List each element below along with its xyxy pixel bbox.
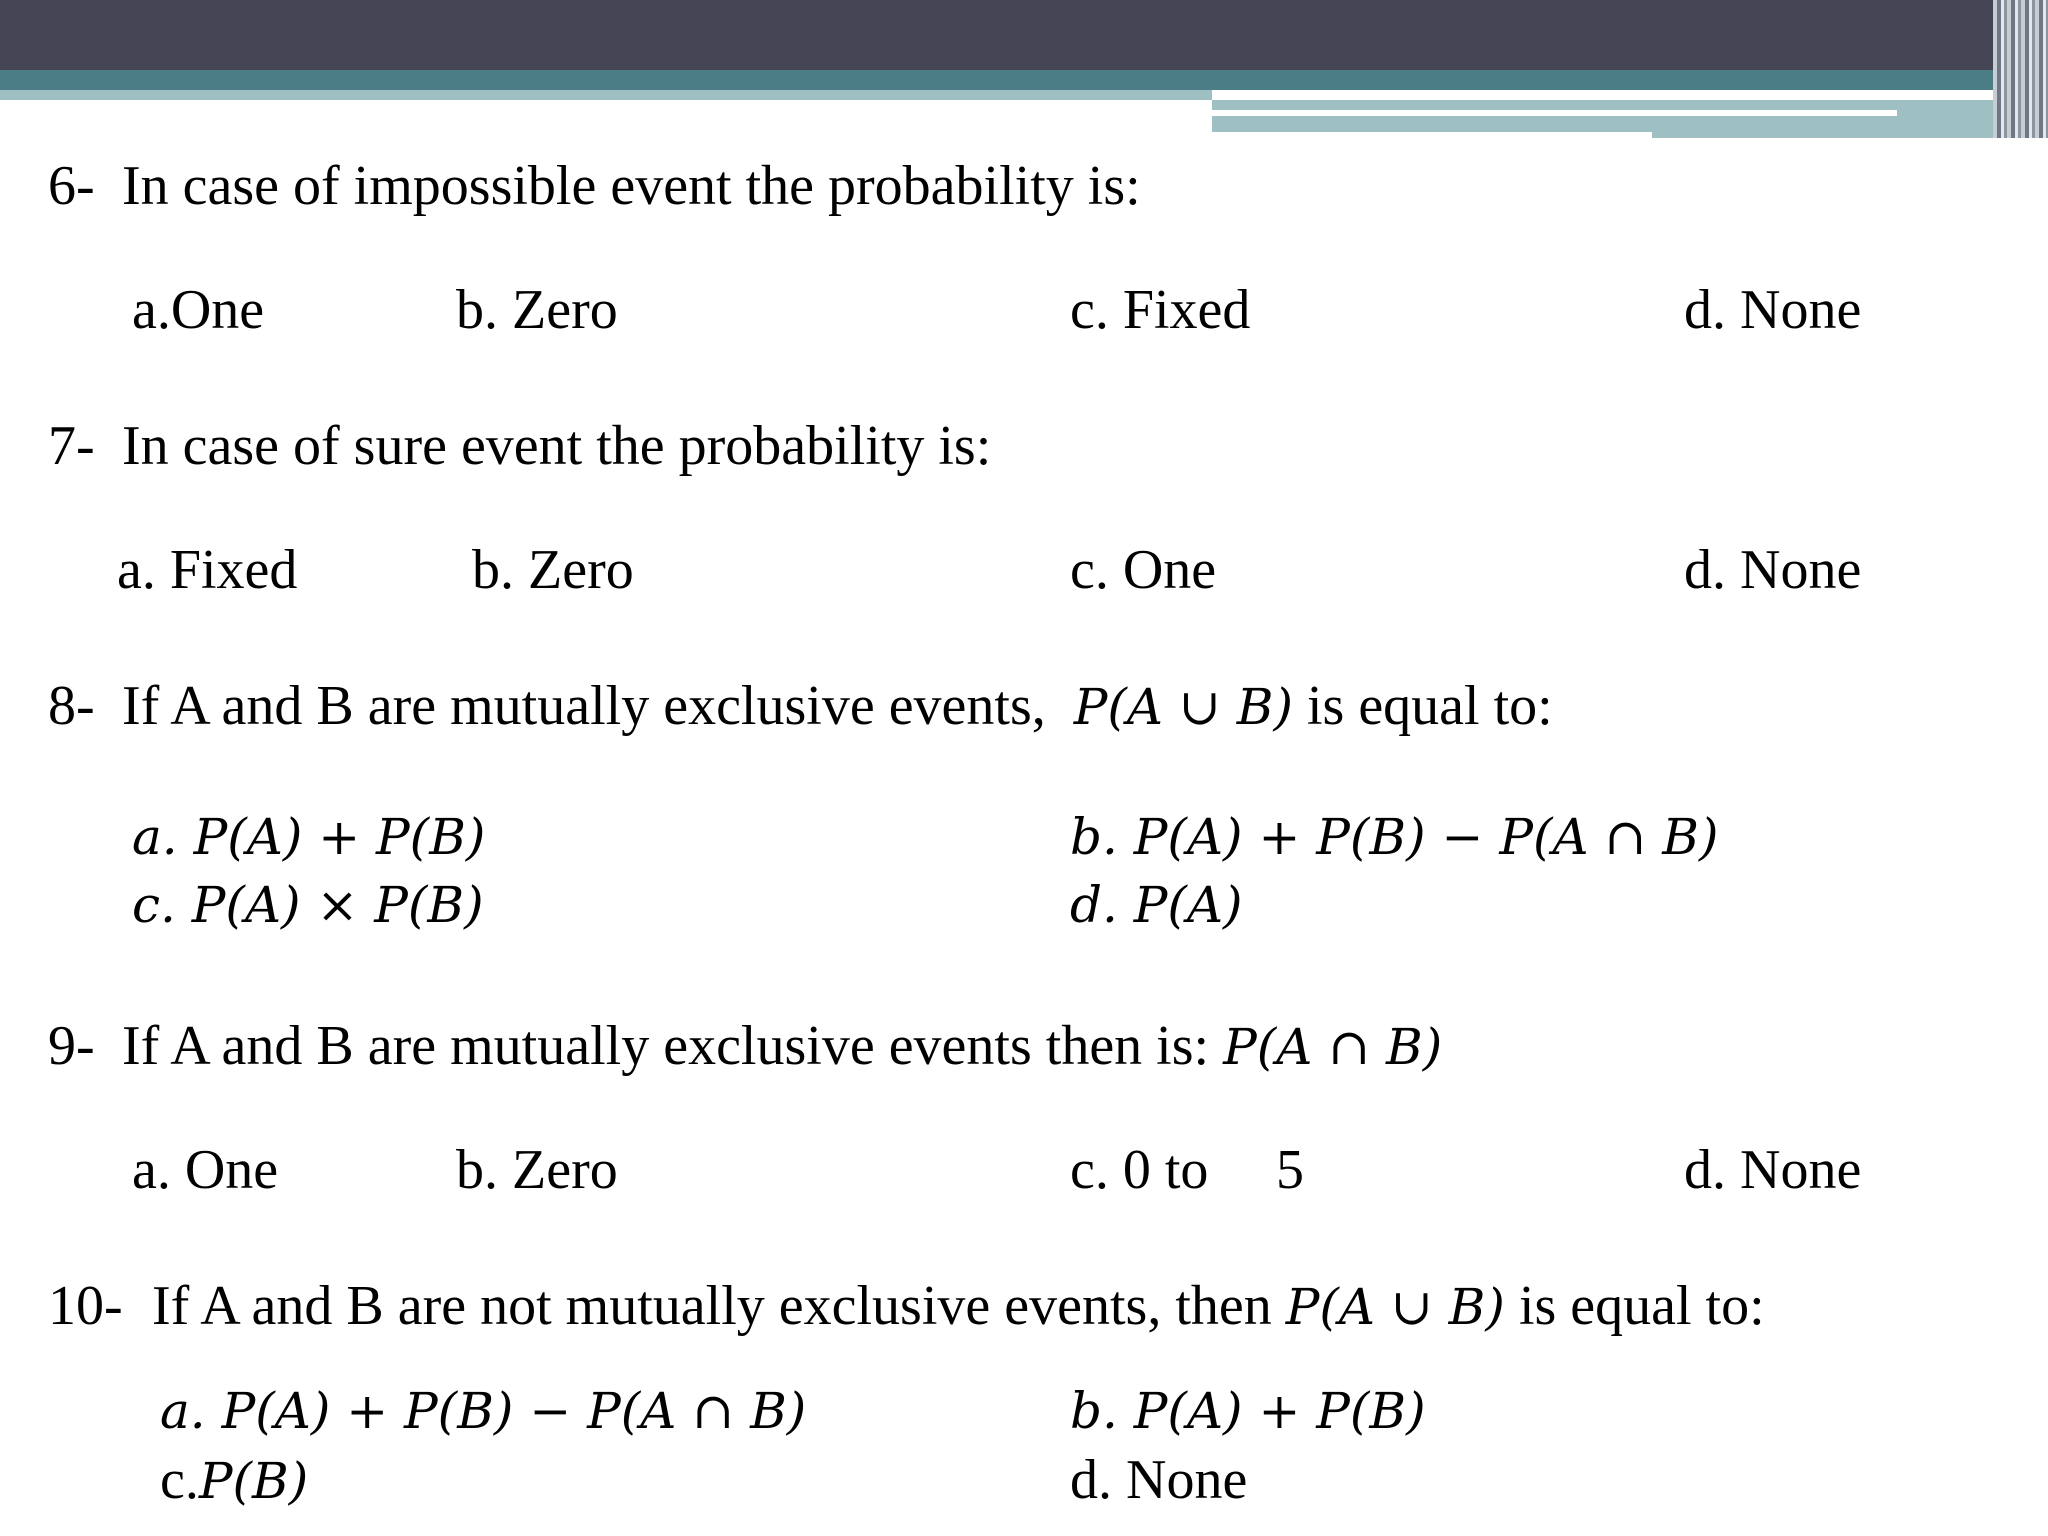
q7-option-a: a. Fixed: [117, 539, 298, 601]
q8-option-a: a. P(A) + P(B): [132, 808, 486, 866]
q10-option-c-math: P(B): [198, 1452, 309, 1510]
question-text-after: is equal to:: [1518, 1275, 1765, 1337]
question-number: 8-: [48, 675, 95, 737]
question-number: 10-: [48, 1275, 123, 1337]
header-bar-teal: [0, 70, 2048, 90]
q10-option-d: d. None: [1070, 1449, 1248, 1511]
math-expression: P(A ∪ B): [1073, 678, 1293, 736]
math-expression: P(A ∩ B): [1223, 1018, 1443, 1076]
question-text: In case of sure event the probability is:: [122, 415, 992, 477]
q8-option-b: b. P(A) + P(B) − P(A ∩ B): [1070, 808, 1719, 866]
q6-option-b: b. Zero: [456, 279, 618, 341]
question-number: 7-: [48, 415, 95, 477]
q10-option-b: b. P(A) + P(B): [1070, 1382, 1426, 1440]
q7-option-c: c. One: [1070, 539, 1217, 601]
q6-option-c: c. Fixed: [1070, 279, 1251, 341]
header-bar-light-left: [0, 90, 1212, 100]
q10-option-c-label: c.: [160, 1449, 199, 1511]
q6-option-a: a.One: [132, 279, 265, 341]
q10-option-a: a. P(A) + P(B) − P(A ∩ B): [160, 1382, 807, 1440]
question-9: [48, 1015, 1443, 1077]
q9-option-c-value: 5: [1276, 1139, 1304, 1201]
question-10: [48, 1275, 1765, 1337]
question-text-after: is equal to:: [1306, 675, 1553, 737]
q9-option-d: d. None: [1684, 1139, 1862, 1201]
q8-option-c: c. P(A) × P(B): [132, 876, 484, 934]
q8-option-d: d. P(A): [1070, 876, 1243, 934]
q7-option-d: d. None: [1684, 539, 1862, 601]
q9-option-b: b. Zero: [456, 1139, 618, 1201]
question-8: [48, 675, 1553, 737]
question-number: 9-: [48, 1015, 95, 1077]
header-stripes: [1993, 0, 2048, 138]
q9-option-a: a. One: [132, 1139, 279, 1201]
header-accent-line: [1212, 110, 1897, 116]
question-text: If A and B are not mutually exclusive events, then: [152, 1275, 1272, 1337]
header-accent-line-2: [1212, 132, 1652, 138]
q6-option-d: d. None: [1684, 279, 1862, 341]
question-text: If A and B are mutually exclusive events,: [122, 675, 1046, 737]
math-expression: P(A ∪ B): [1285, 1278, 1505, 1336]
question-number: 6-: [48, 155, 95, 217]
question-text: In case of impossible event the probability is:: [122, 155, 1141, 217]
q7-option-b: b. Zero: [472, 539, 634, 601]
question-7: [48, 415, 992, 477]
question-text: If A and B are mutually exclusive events then is:: [122, 1015, 1210, 1077]
q9-option-c: c. 0 to: [1070, 1139, 1209, 1201]
question-6: [48, 155, 1141, 217]
header-bar-dark: [0, 0, 2048, 70]
q10-option-c: [160, 1449, 309, 1511]
